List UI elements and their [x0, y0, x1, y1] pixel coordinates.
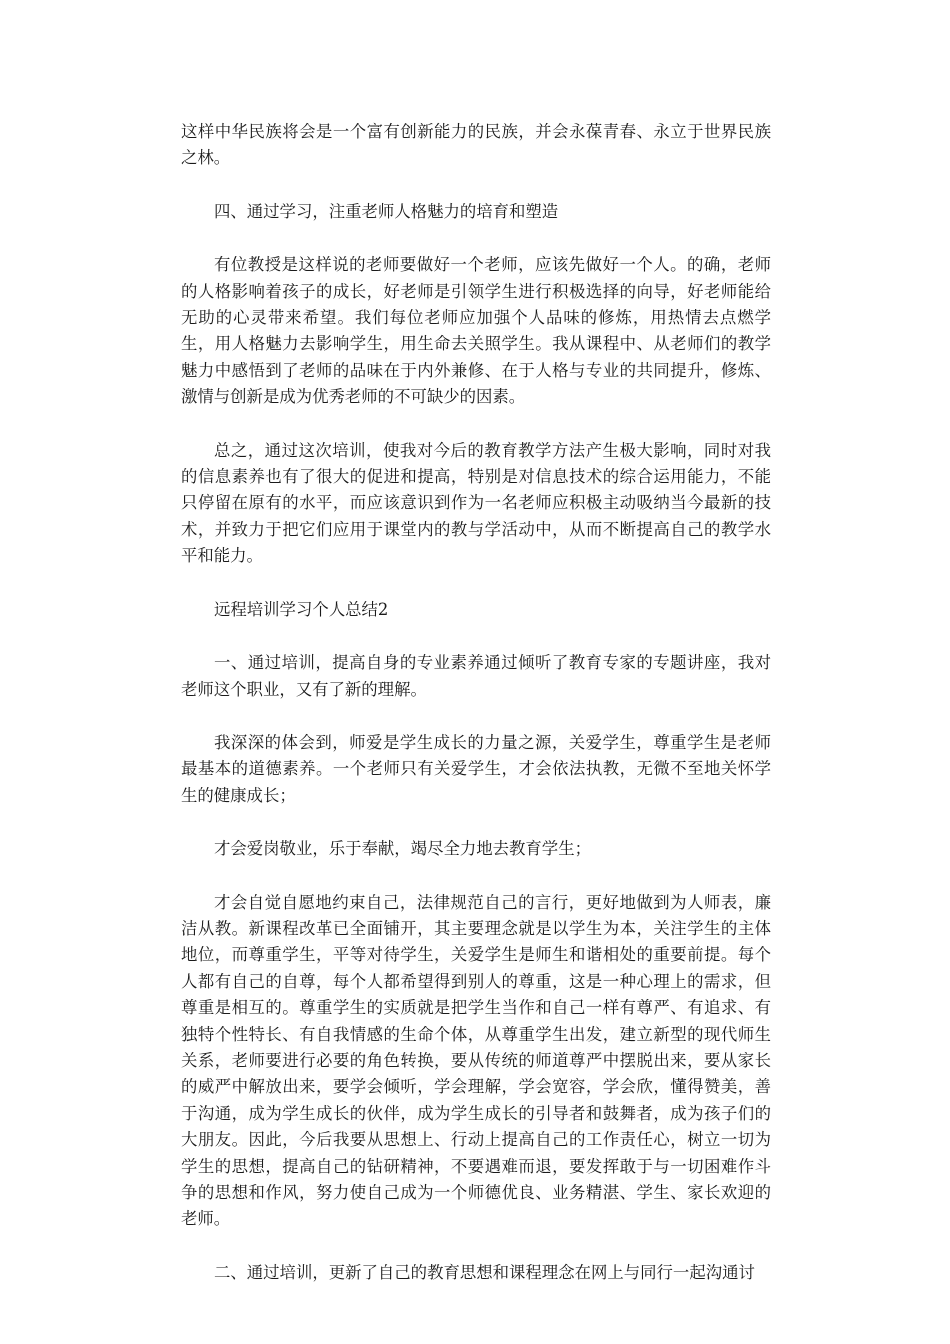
- document-body: [181, 119, 771, 1313]
- section-heading-four: 四、通过学习，注重老师人格魅力的培育和塑造: [214, 201, 559, 221]
- paragraph-teacher-character: 有位教授是这样说的老师要做好一个老师，应该先做好一个人。的确，老师的人格影响着孩子的成长，好老师是引领学生进行积极选择的向导，好老师能给无助的心灵带来希望。我们每位老师应加强个人品味的修炼，用热情去点燃学生，用人格魅力去影响学生，用生命去关照学生。我从课程中、从老师们的教学魅力中感悟到了老师的品味在于内外兼修、在于人格与专业的共同提升，修炼、激情与创新是成为优秀老师的不可缺少的因素。: [181, 255, 771, 407]
- document-subtitle: 远程培训学习个人总结2: [214, 599, 389, 619]
- section-heading-one: 一、通过培训，提高自身的专业素养通过倾听了教育专家的专题讲座，我对老师这个职业，又有了新的理解。: [181, 653, 771, 699]
- paragraph-conclusion: 总之，通过这次培训，使我对今后的教育教学方法产生极大影响，同时对我的信息素养也有了很大的促进和提高，特别是对信息技术的综合运用能力，不能只停留在原有的水平，而应该意识到作为一名老师应积极主动吸纳当今最新的技术，并致力于把它们应用于课堂内的教与学活动中，从而不断提高自己的教学水平和能力。: [181, 440, 771, 566]
- paragraph-dedication: 才会爱岗敬业，乐于奉献，竭尽全力地去教育学生；: [214, 839, 591, 859]
- paragraph-continuation: 这样中华民族将会是一个富有创新能力的民族，并会永葆青春、永立于世界民族之林。: [181, 122, 771, 168]
- paragraph-respect-students: 才会自觉自愿地约束自己，法律规范自己的言行，更好地做到为人师表，廉洁从教。新课程改革已全面铺开，其主要理念就是以学生为本，关注学生的主体地位，而尊重学生，平等对待学生，关爱学生是师生和谐相处的重要前提。每个人都有自己的自尊，每个人都希望得到别人的尊重，这是一种心理上的需求，但尊重是相互的。尊重学生的实质就是把学生当作和自己一样有尊严、有追求、有独特个性特长、有自我情感的生命个体，从尊重学生出发，建立新型的现代师生关系，老师要进行必要的角色转换，要从传统的师道尊严中摆脱出来，要从家长的威严中解放出来，要学会倾听，学会理解，学会宽容，学会欣，懂得赞美，善于沟通，成为学生成长的伙伴，成为学生成长的引导者和鼓舞者，成为孩子们的大朋友。因此，今后我要从思想上、行动上提高自己的工作责任心，树立一切为学生的思想，提高自己的钻研精神，不要遇难而退，要发挥敢于与一切困难作斗争的思想和作风，努力使自己成为一个师德优良、业务精湛、学生、家长欢迎的老师。: [181, 892, 771, 1229]
- paragraph-love-students: 我深深的体会到，师爱是学生成长的力量之源，关爱学生，尊重学生是老师最基本的道德素养。一个老师只有关爱学生，才会依法执教，无微不至地关怀学生的健康成长；: [181, 732, 771, 805]
- section-heading-two: 二、通过培训，更新了自己的教育思想和课程理念在网上与同行一起沟通讨: [214, 1262, 755, 1282]
